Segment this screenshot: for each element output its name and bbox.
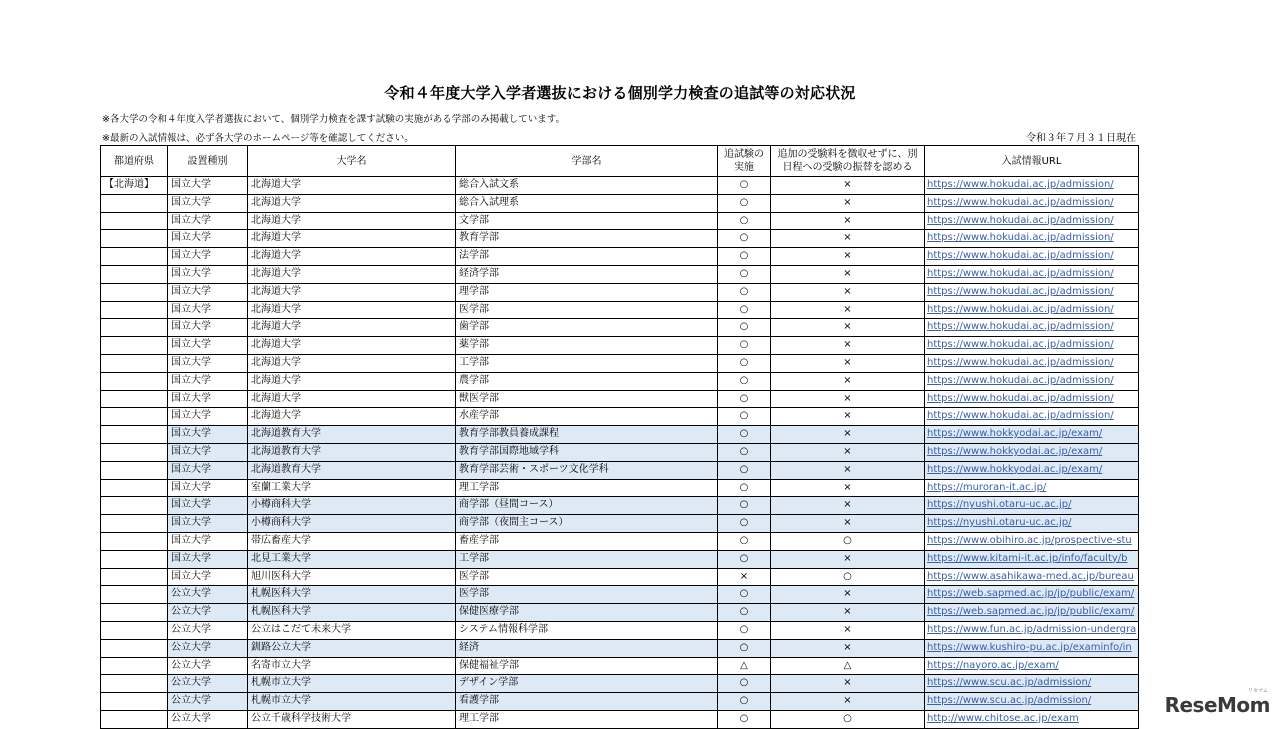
cell-makeup-exam: ○ [718, 443, 771, 461]
cell-url-link[interactable]: https://www.obihiro.ac.jp/prospective-stu [925, 532, 1139, 550]
cell-url-link[interactable]: https://www.hokudai.ac.jp/admission/ [925, 301, 1139, 319]
cell-faculty: 薬学部 [456, 337, 718, 355]
cell-reschedule: × [771, 301, 925, 319]
table-row [101, 621, 1139, 639]
cell-reschedule: × [771, 426, 925, 444]
cell-reschedule: × [771, 515, 925, 533]
cell-type: 国立大学 [168, 372, 248, 390]
cell-prefecture [101, 194, 168, 212]
cell-reschedule: △ [771, 657, 925, 675]
cell-type: 国立大学 [168, 461, 248, 479]
cell-prefecture [101, 408, 168, 426]
cell-faculty: 教育学部教員養成課程 [456, 426, 718, 444]
cell-type: 国立大学 [168, 194, 248, 212]
cell-university: 札幌医科大学 [248, 604, 456, 622]
cell-reschedule: × [771, 639, 925, 657]
table-row [101, 319, 1139, 337]
cell-prefecture [101, 710, 168, 728]
table-row [101, 657, 1139, 675]
header-reschedule: 追加の受験料を徴収せずに、別日程への受験の振替を認める [771, 146, 925, 177]
cell-type: 国立大学 [168, 301, 248, 319]
cell-url-link[interactable]: https://nyushi.otaru-uc.ac.jp/ [925, 497, 1139, 515]
cell-url-link[interactable]: https://www.kitami-it.ac.jp/info/faculty/b [925, 550, 1139, 568]
table-row [101, 550, 1139, 568]
cell-makeup-exam: ○ [718, 230, 771, 248]
cell-prefecture [101, 568, 168, 586]
cell-url-link[interactable]: https://www.hokudai.ac.jp/admission/ [925, 390, 1139, 408]
cell-prefecture [101, 532, 168, 550]
cell-url-link[interactable]: https://www.asahikawa-med.ac.jp/bureau [925, 568, 1139, 586]
cell-makeup-exam: ○ [718, 372, 771, 390]
cell-faculty: 保健医療学部 [456, 604, 718, 622]
cell-university: 北海道大学 [248, 212, 456, 230]
cell-university: 名寄市立大学 [248, 657, 456, 675]
cell-prefecture [101, 675, 168, 693]
cell-faculty: 教育学部芸術・スポーツ文化学科 [456, 461, 718, 479]
table-row [101, 532, 1139, 550]
cell-makeup-exam: ○ [718, 675, 771, 693]
cell-faculty: 商学部（昼間コース） [456, 497, 718, 515]
cell-type: 国立大学 [168, 248, 248, 266]
cell-reschedule: × [771, 337, 925, 355]
cell-url-link[interactable]: https://www.hokudai.ac.jp/admission/ [925, 177, 1139, 195]
cell-reschedule: ○ [771, 710, 925, 728]
cell-reschedule: ○ [771, 568, 925, 586]
cell-faculty: 教育学部 [456, 230, 718, 248]
cell-prefecture [101, 479, 168, 497]
cell-makeup-exam: ○ [718, 212, 771, 230]
cell-prefecture [101, 550, 168, 568]
cell-university: 北海道大学 [248, 230, 456, 248]
cell-makeup-exam: △ [718, 657, 771, 675]
cell-type: 国立大学 [168, 319, 248, 337]
cell-url-link[interactable]: https://www.hokudai.ac.jp/admission/ [925, 319, 1139, 337]
table-row [101, 390, 1139, 408]
cell-prefecture [101, 212, 168, 230]
cell-university: 北海道大学 [248, 301, 456, 319]
cell-university: 北海道大学 [248, 390, 456, 408]
cell-makeup-exam: ○ [718, 604, 771, 622]
cell-prefecture [101, 372, 168, 390]
cell-university: 北海道大学 [248, 177, 456, 195]
table-row [101, 372, 1139, 390]
exam-status-table [100, 145, 1139, 729]
page-title: 令和４年度大学入学者選抜における個別学力検査の追試等の対応状況 [384, 84, 856, 102]
cell-prefecture [101, 657, 168, 675]
header-makeup-exam: 追試験の実施 [718, 146, 771, 177]
cell-faculty: 工学部 [456, 354, 718, 372]
cell-faculty: 畜産学部 [456, 532, 718, 550]
table-row [101, 461, 1139, 479]
cell-url-link[interactable]: https://www.hokkyodai.ac.jp/exam/ [925, 443, 1139, 461]
cell-url-link[interactable]: https://www.hokudai.ac.jp/admission/ [925, 230, 1139, 248]
cell-faculty: 経済学部 [456, 265, 718, 283]
cell-url-link[interactable]: https://www.fun.ac.jp/admission-undergra [925, 621, 1139, 639]
table-row [101, 515, 1139, 533]
cell-makeup-exam: ○ [718, 354, 771, 372]
cell-reschedule: × [771, 372, 925, 390]
cell-type: 公立大学 [168, 693, 248, 711]
cell-url-link[interactable]: https://www.hokudai.ac.jp/admission/ [925, 194, 1139, 212]
cell-type: 公立大学 [168, 604, 248, 622]
table-row [101, 212, 1139, 230]
cell-university: 帯広畜産大学 [248, 532, 456, 550]
cell-faculty: 総合入試文系 [456, 177, 718, 195]
table-row [101, 230, 1139, 248]
cell-reschedule: × [771, 497, 925, 515]
resemom-logo [1164, 688, 1270, 717]
cell-reschedule: × [771, 550, 925, 568]
cell-reschedule: × [771, 212, 925, 230]
cell-url-link[interactable]: https://www.hokkyodai.ac.jp/exam/ [925, 426, 1139, 444]
cell-prefecture [101, 639, 168, 657]
cell-prefecture [101, 354, 168, 372]
cell-type: 公立大学 [168, 586, 248, 604]
cell-prefecture [101, 604, 168, 622]
cell-type: 国立大学 [168, 283, 248, 301]
cell-type: 国立大学 [168, 408, 248, 426]
cell-reschedule: × [771, 265, 925, 283]
cell-university: 札幌市立大学 [248, 675, 456, 693]
note-check-website: ※最新の入試情報は、必ず各大学のホームページ等を確認してください。 [102, 133, 414, 144]
cell-url-link[interactable]: https://www.hokudai.ac.jp/admission/ [925, 354, 1139, 372]
cell-makeup-exam: ○ [718, 515, 771, 533]
cell-reschedule: × [771, 408, 925, 426]
table-row [101, 568, 1139, 586]
cell-makeup-exam: ○ [718, 301, 771, 319]
cell-type: 国立大学 [168, 426, 248, 444]
cell-url-link[interactable]: https://www.kushiro-pu.ac.jp/examinfo/in [925, 639, 1139, 657]
table-row [101, 408, 1139, 426]
cell-prefecture [101, 248, 168, 266]
cell-type: 国立大学 [168, 532, 248, 550]
cell-makeup-exam: ○ [718, 194, 771, 212]
cell-url-link[interactable]: https://www.hokkyodai.ac.jp/exam/ [925, 461, 1139, 479]
cell-type: 国立大学 [168, 515, 248, 533]
logo-text: ReseMom [1164, 693, 1270, 717]
cell-makeup-exam: ○ [718, 693, 771, 711]
cell-university: 北見工業大学 [248, 550, 456, 568]
cell-faculty: 文学部 [456, 212, 718, 230]
table-row [101, 283, 1139, 301]
cell-makeup-exam: ○ [718, 550, 771, 568]
cell-faculty: 商学部（夜間主コース） [456, 515, 718, 533]
cell-type: 公立大学 [168, 675, 248, 693]
cell-university: 旭川医科大学 [248, 568, 456, 586]
cell-type: 国立大学 [168, 177, 248, 195]
cell-makeup-exam: ○ [718, 639, 771, 657]
cell-faculty: 農学部 [456, 372, 718, 390]
cell-university: 北海道教育大学 [248, 443, 456, 461]
table-row [101, 248, 1139, 266]
cell-university: 室蘭工業大学 [248, 479, 456, 497]
cell-makeup-exam: ○ [718, 710, 771, 728]
table-row [101, 354, 1139, 372]
cell-url-link[interactable]: https://www.hokudai.ac.jp/admission/ [925, 408, 1139, 426]
cell-university: 北海道大学 [248, 337, 456, 355]
cell-url-link[interactable]: https://www.hokudai.ac.jp/admission/ [925, 265, 1139, 283]
cell-university: 北海道大学 [248, 354, 456, 372]
cell-type: 国立大学 [168, 497, 248, 515]
cell-type: 国立大学 [168, 390, 248, 408]
cell-makeup-exam: ○ [718, 408, 771, 426]
cell-prefecture [101, 319, 168, 337]
cell-type: 国立大学 [168, 265, 248, 283]
cell-reschedule: × [771, 479, 925, 497]
cell-makeup-exam: ○ [718, 177, 771, 195]
cell-makeup-exam: × [718, 568, 771, 586]
cell-faculty: 理工学部 [456, 710, 718, 728]
table-row [101, 693, 1139, 711]
cell-type: 公立大学 [168, 710, 248, 728]
cell-type: 公立大学 [168, 657, 248, 675]
cell-url-link[interactable]: https://muroran-it.ac.jp/ [925, 479, 1139, 497]
cell-university: 北海道大学 [248, 248, 456, 266]
table-row [101, 710, 1139, 728]
cell-url-link[interactable]: https://www.hokudai.ac.jp/admission/ [925, 372, 1139, 390]
cell-url-link[interactable]: https://www.hokudai.ac.jp/admission/ [925, 283, 1139, 301]
cell-makeup-exam: ○ [718, 337, 771, 355]
table-row [101, 675, 1139, 693]
cell-reschedule: × [771, 354, 925, 372]
cell-reschedule: × [771, 675, 925, 693]
cell-prefecture [101, 497, 168, 515]
cell-type: 国立大学 [168, 337, 248, 355]
cell-faculty: 医学部 [456, 568, 718, 586]
cell-type: 国立大学 [168, 479, 248, 497]
cell-makeup-exam: ○ [718, 479, 771, 497]
table-row [101, 337, 1139, 355]
cell-makeup-exam: ○ [718, 390, 771, 408]
cell-prefecture [101, 443, 168, 461]
cell-makeup-exam: ○ [718, 461, 771, 479]
cell-university: 北海道大学 [248, 265, 456, 283]
cell-university: 北海道大学 [248, 319, 456, 337]
cell-reschedule: ○ [771, 532, 925, 550]
cell-url-link[interactable]: https://web.sapmed.ac.jp/jp/public/exam/ [925, 604, 1139, 622]
cell-faculty: 歯学部 [456, 319, 718, 337]
cell-url-link[interactable]: http://www.chitose.ac.jp/exam [925, 710, 1139, 728]
cell-type: 国立大学 [168, 550, 248, 568]
cell-prefecture: 【北海道】 [101, 177, 168, 195]
cell-prefecture [101, 515, 168, 533]
cell-university: 北海道大学 [248, 408, 456, 426]
cell-faculty: システム情報科学部 [456, 621, 718, 639]
header-type: 設置種別 [168, 146, 248, 177]
header-university: 大学名 [248, 146, 456, 177]
cell-prefecture [101, 283, 168, 301]
cell-reschedule: × [771, 443, 925, 461]
cell-faculty: 理工学部 [456, 479, 718, 497]
cell-university: 北海道教育大学 [248, 426, 456, 444]
cell-university: 公立千歳科学技術大学 [248, 710, 456, 728]
table-row [101, 426, 1139, 444]
cell-university: 釧路公立大学 [248, 639, 456, 657]
cell-reschedule: × [771, 586, 925, 604]
cell-prefecture [101, 693, 168, 711]
cell-prefecture [101, 390, 168, 408]
cell-reschedule: × [771, 230, 925, 248]
table-row [101, 479, 1139, 497]
cell-reschedule: × [771, 194, 925, 212]
cell-prefecture [101, 461, 168, 479]
cell-type: 国立大学 [168, 354, 248, 372]
cell-type: 公立大学 [168, 639, 248, 657]
cell-faculty: 総合入試理系 [456, 194, 718, 212]
cell-makeup-exam: ○ [718, 265, 771, 283]
cell-faculty: 看護学部 [456, 693, 718, 711]
cell-url-link[interactable]: https://www.scu.ac.jp/admission/ [925, 693, 1139, 711]
cell-makeup-exam: ○ [718, 586, 771, 604]
cell-url-link[interactable]: https://www.hokudai.ac.jp/admission/ [925, 248, 1139, 266]
cell-faculty: 医学部 [456, 301, 718, 319]
table-row [101, 497, 1139, 515]
cell-prefecture [101, 426, 168, 444]
cell-reschedule: × [771, 461, 925, 479]
table-row [101, 443, 1139, 461]
cell-reschedule: × [771, 283, 925, 301]
cell-faculty: 理学部 [456, 283, 718, 301]
cell-university: 北海道大学 [248, 372, 456, 390]
cell-university: 札幌市立大学 [248, 693, 456, 711]
header-faculty: 学部名 [456, 146, 718, 177]
logo-ruby: リセマム [1248, 688, 1268, 694]
cell-reschedule: × [771, 390, 925, 408]
cell-faculty: 法学部 [456, 248, 718, 266]
table-row [101, 301, 1139, 319]
cell-university: 小樽商科大学 [248, 497, 456, 515]
table-row [101, 604, 1139, 622]
cell-university: 北海道教育大学 [248, 461, 456, 479]
cell-faculty: 経済 [456, 639, 718, 657]
cell-makeup-exam: ○ [718, 532, 771, 550]
cell-faculty: 獣医学部 [456, 390, 718, 408]
cell-makeup-exam: ○ [718, 319, 771, 337]
cell-type: 国立大学 [168, 230, 248, 248]
table-row [101, 265, 1139, 283]
cell-reschedule: × [771, 604, 925, 622]
cell-prefecture [101, 586, 168, 604]
cell-makeup-exam: ○ [718, 248, 771, 266]
cell-url-link[interactable]: https://www.hokudai.ac.jp/admission/ [925, 212, 1139, 230]
table-row [101, 177, 1139, 195]
table-row [101, 194, 1139, 212]
cell-url-link[interactable]: https://nayoro.ac.jp/exam/ [925, 657, 1139, 675]
cell-makeup-exam: ○ [718, 426, 771, 444]
cell-makeup-exam: ○ [718, 283, 771, 301]
header-url: 入試情報URL [925, 146, 1139, 177]
cell-makeup-exam: ○ [718, 497, 771, 515]
cell-url-link[interactable]: https://web.sapmed.ac.jp/jp/public/exam/ [925, 586, 1139, 604]
cell-university: 公立はこだて未来大学 [248, 621, 456, 639]
cell-type: 公立大学 [168, 621, 248, 639]
cell-prefecture [101, 230, 168, 248]
cell-faculty: デザイン学部 [456, 675, 718, 693]
cell-university: 北海道大学 [248, 194, 456, 212]
as-of-date: 令和３年７月３１日現在 [1026, 133, 1136, 144]
table-row [101, 586, 1139, 604]
cell-university: 小樽商科大学 [248, 515, 456, 533]
cell-reschedule: × [771, 319, 925, 337]
table-header-row [101, 146, 1139, 177]
cell-faculty: 保健福祉学部 [456, 657, 718, 675]
cell-prefecture [101, 301, 168, 319]
cell-university: 札幌医科大学 [248, 586, 456, 604]
cell-url-link[interactable]: https://nyushi.otaru-uc.ac.jp/ [925, 515, 1139, 533]
cell-type: 国立大学 [168, 443, 248, 461]
cell-reschedule: × [771, 621, 925, 639]
cell-type: 国立大学 [168, 212, 248, 230]
cell-makeup-exam: ○ [718, 621, 771, 639]
table-row [101, 639, 1139, 657]
note-scope: ※各大学の令和４年度入学者選抜において、個別学力検査を課す試験の実施がある学部のみ掲載しています。 [102, 114, 566, 125]
cell-reschedule: × [771, 693, 925, 711]
header-prefecture: 都道府県 [101, 146, 168, 177]
cell-faculty: 工学部 [456, 550, 718, 568]
cell-url-link[interactable]: https://www.scu.ac.jp/admission/ [925, 675, 1139, 693]
cell-prefecture [101, 337, 168, 355]
cell-reschedule: × [771, 248, 925, 266]
cell-university: 北海道大学 [248, 283, 456, 301]
cell-prefecture [101, 621, 168, 639]
cell-faculty: 教育学部国際地域学科 [456, 443, 718, 461]
cell-faculty: 水産学部 [456, 408, 718, 426]
cell-reschedule: × [771, 177, 925, 195]
cell-faculty: 医学部 [456, 586, 718, 604]
cell-type: 国立大学 [168, 568, 248, 586]
cell-prefecture [101, 265, 168, 283]
cell-url-link[interactable]: https://www.hokudai.ac.jp/admission/ [925, 337, 1139, 355]
